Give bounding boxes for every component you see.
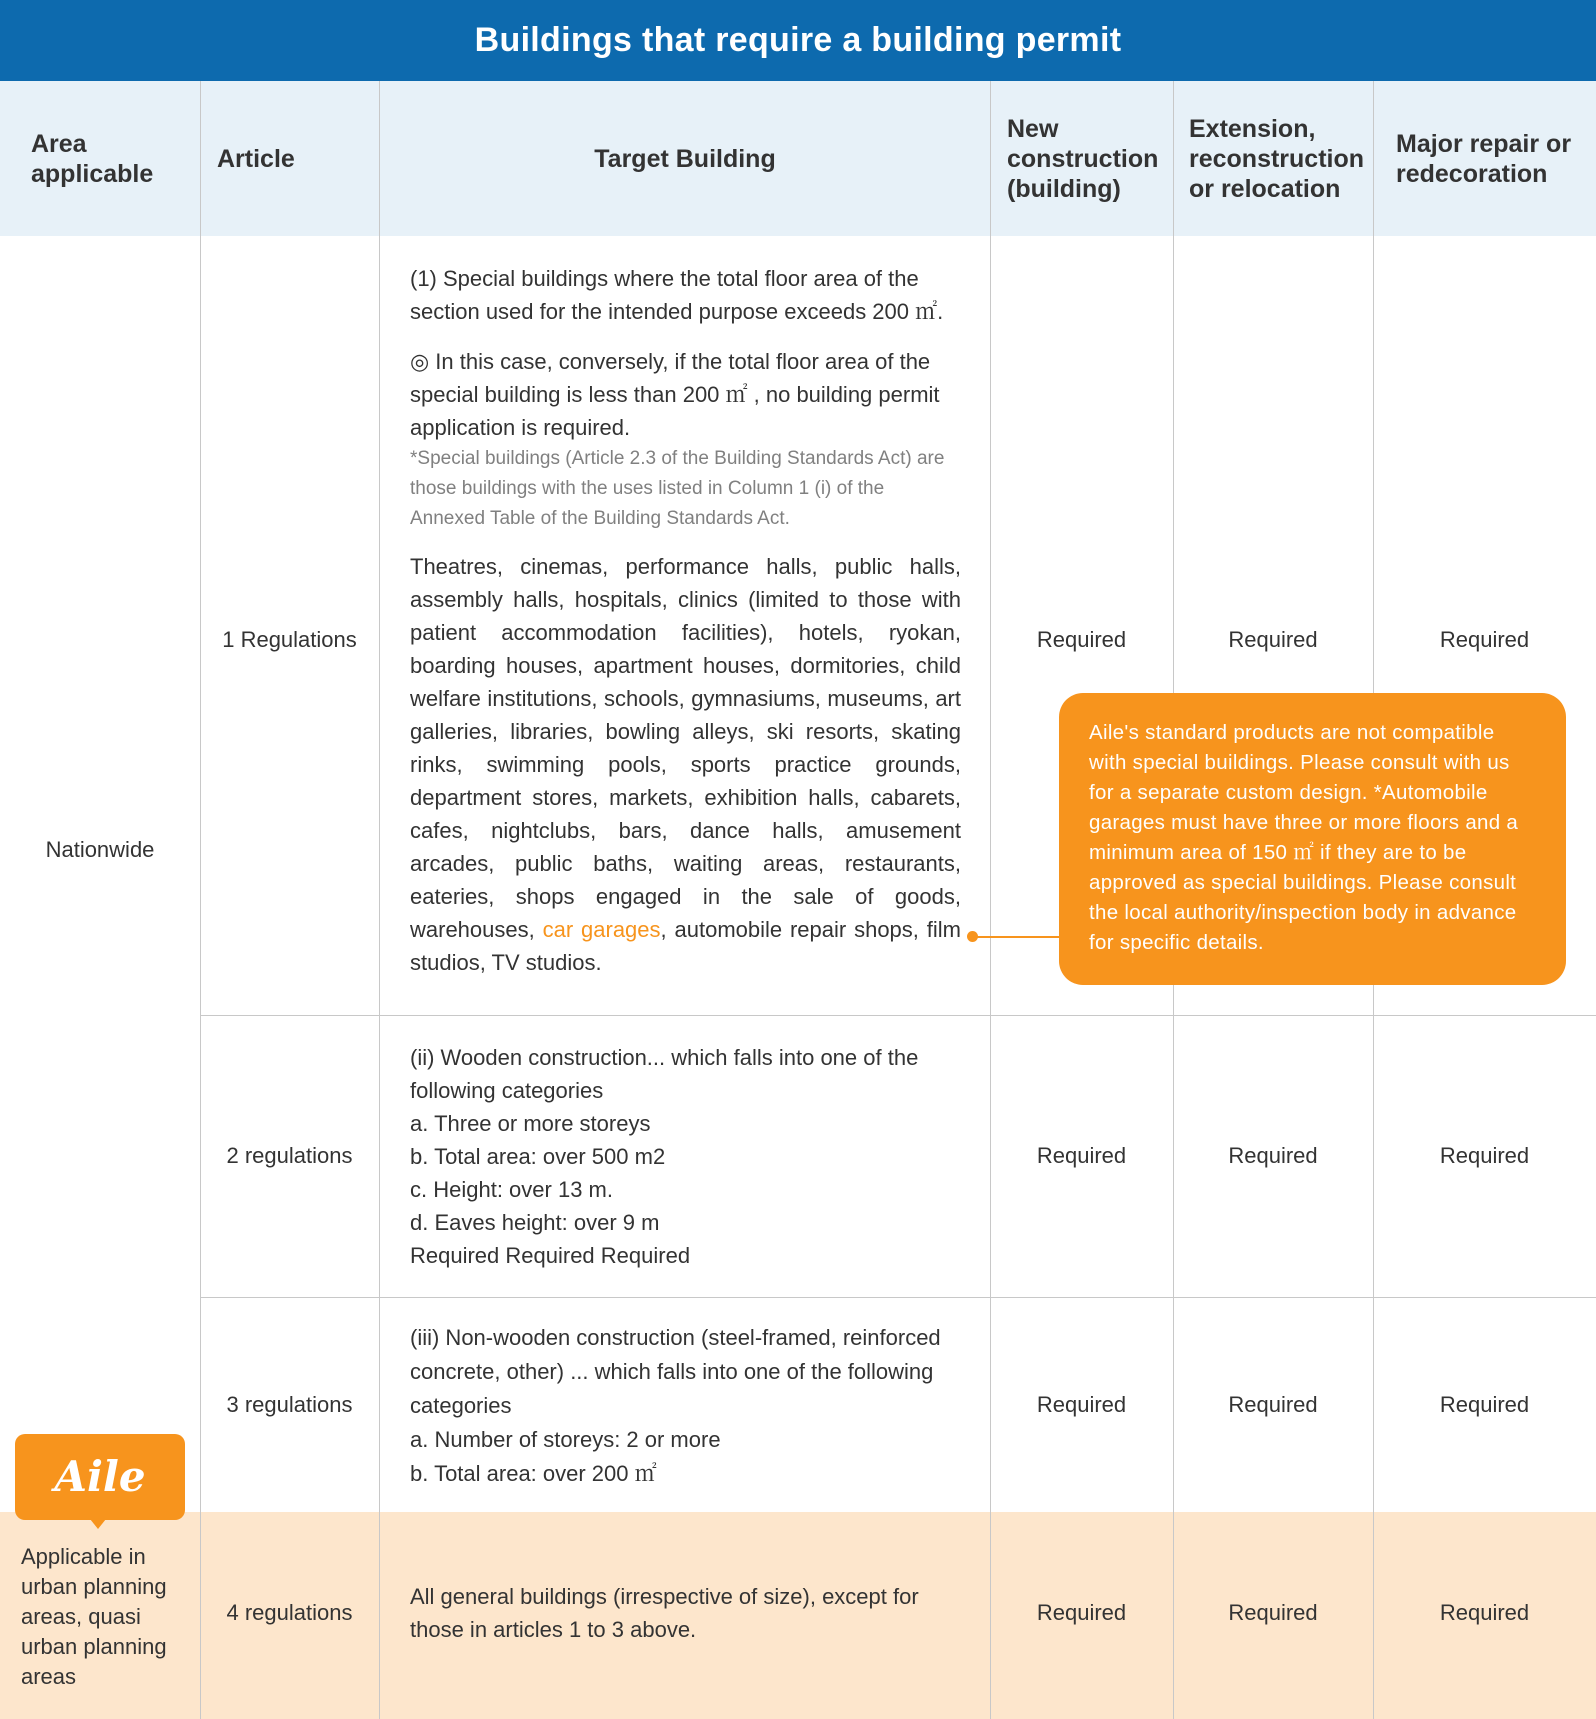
row1-use-list-text-end: , automobile repair shops, film studios, TV studios. bbox=[410, 917, 961, 975]
area-nationwide: Nationwide bbox=[45, 837, 155, 862]
row2-line: (ii) Wooden construction... which falls into one of the following categories bbox=[410, 1045, 919, 1103]
row3-extension: Required bbox=[1228, 1392, 1318, 1417]
row3-target-building bbox=[410, 1321, 955, 1491]
row2-line: a. Three or more storeys bbox=[410, 1111, 651, 1136]
row3-new-construction: Required bbox=[1036, 1392, 1127, 1417]
row1-converse-note: ◎ In this case, conversely, if the total floor area of the special building is less than 200 ㎡ , no building permit application is required. bbox=[410, 349, 940, 440]
row1-special-building-criterion: (1) Special buildings where the total floor area of the section used for the intended purpose exceeds 200 ㎡. bbox=[410, 266, 944, 324]
special-buildings-callout: Aile's standard products are not compatible with special buildings. Please consult with us for a separate custom design. *Automobile garages must have three or more floors and a minimum area of 150 ㎡ if they are to be approved as special buildings. Please consult the local authority/inspection body in advance for specific details. bbox=[1059, 693, 1566, 985]
column-divider bbox=[379, 81, 380, 1719]
row4-new-construction: Required bbox=[1036, 1600, 1127, 1625]
column-divider bbox=[200, 81, 201, 1719]
row2-target-building bbox=[410, 1041, 961, 1272]
row3-line: b. Total area: over 200 ㎡ bbox=[410, 1461, 657, 1486]
row1-use-list-text: Theatres, cinemas, performance halls, public halls, assembly halls, hospitals, clinics (limited to those with patient accommodation facilities), hotels, ryokan, boarding houses, apartment houses, dormitories, child welfare institutions, schools, gymnasiums, museums, art galleries, libraries, bowling alleys, ski resorts, skating rinks, swimming pools, sports practice grounds, department stores, markets, exhibition halls, cabarets, cafes, nightclubs, bars, dance halls, amusement arcades, public baths, waiting areas, restaurants, eateries, shops engaged in the sale of goods, warehouses, bbox=[410, 554, 961, 942]
row1-special-building-definition: *Special buildings (Article 2.3 of the Building Standards Act) are those buildings with the uses listed in Column 1 (i) of the Annexed Table of the Building Standards Act. bbox=[410, 448, 945, 529]
row4-line: All general buildings (irrespective of size), except for those in articles 1 to 3 above. bbox=[410, 1584, 919, 1642]
row4-major-repair: Required bbox=[1439, 1600, 1530, 1625]
row2-article: 2 regulations bbox=[226, 1143, 353, 1168]
row1-article: 1 Regulations bbox=[222, 627, 357, 652]
row3-line: (iii) Non-wooden construction (steel-framed, reinforced concrete, other) ... which falls into one of the following categories bbox=[410, 1325, 941, 1418]
row2-line: b. Total area: over 500 m2 bbox=[410, 1144, 666, 1169]
header-target-building: Target Building bbox=[594, 144, 776, 173]
row2-line: Required Required Required bbox=[410, 1243, 691, 1268]
header-major-repair: Major repair or redecoration bbox=[1396, 129, 1572, 188]
area-urban-planning: Applicable in urban planning areas, quasi urban planning areas bbox=[21, 1544, 167, 1689]
row2-line: c. Height: over 13 m. bbox=[410, 1177, 613, 1202]
aile-logo bbox=[15, 1434, 185, 1520]
row3-article: 3 regulations bbox=[226, 1392, 353, 1417]
row2-extension: Required bbox=[1228, 1143, 1318, 1168]
page-title: Buildings that require a building permit bbox=[0, 0, 1596, 81]
row1-building-use-list bbox=[410, 550, 961, 979]
row4-extension: Required bbox=[1228, 1600, 1318, 1625]
row-divider bbox=[200, 1297, 1596, 1298]
row4-article: 4 regulations bbox=[226, 1600, 353, 1625]
callout-connector-dot bbox=[967, 931, 978, 942]
header-article: Article bbox=[217, 144, 295, 173]
svg-text:Aile: Aile bbox=[54, 1452, 146, 1501]
column-divider bbox=[990, 81, 991, 1719]
callout-connector-line bbox=[972, 936, 1060, 938]
header-new-construction: New construction (building) bbox=[1007, 114, 1159, 203]
row1-target-building bbox=[410, 262, 961, 979]
header-area-applicable: Area applicable bbox=[31, 129, 154, 188]
row2-line: d. Eaves height: over 9 m bbox=[410, 1210, 660, 1235]
header-extension: Extension, reconstruction or relocation bbox=[1189, 114, 1365, 203]
row1-new-construction: Required bbox=[1036, 627, 1127, 652]
row2-major-repair: Required bbox=[1439, 1143, 1530, 1168]
car-garages-highlight: car garages bbox=[542, 917, 661, 942]
row1-major-repair: Required bbox=[1439, 627, 1530, 652]
row4-target-building bbox=[410, 1580, 955, 1646]
aile-logo-mark bbox=[30, 1447, 170, 1507]
row-divider bbox=[200, 1015, 1596, 1016]
row2-new-construction: Required bbox=[1036, 1143, 1127, 1168]
row3-major-repair: Required bbox=[1439, 1392, 1530, 1417]
row1-extension: Required bbox=[1228, 627, 1318, 652]
logo-pointer bbox=[90, 1519, 106, 1529]
row3-line: a. Number of storeys: 2 or more bbox=[410, 1427, 721, 1452]
